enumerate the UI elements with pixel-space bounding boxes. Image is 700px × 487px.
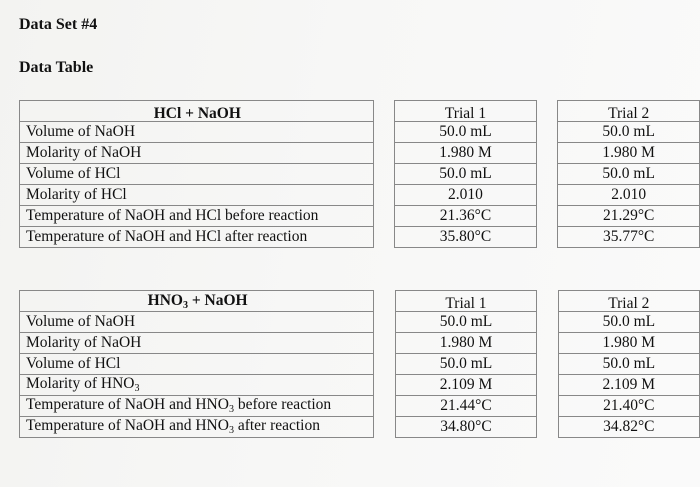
table-row — [20, 312, 700, 333]
column-gap — [537, 375, 559, 396]
trial-2-value: 1.980 M — [558, 333, 699, 354]
trial-2-value: 1.980 M — [558, 143, 700, 164]
column-gap — [537, 354, 559, 375]
row-label: Temperature of NaOH and $HNO_3$ after reaction — [20, 417, 374, 438]
trial-1-value: 1.980 M — [395, 143, 537, 164]
column-gap — [373, 122, 395, 143]
trial-1-value: 2.010 — [395, 185, 537, 206]
trial-1-value: 2.109 M — [395, 375, 536, 396]
column-gap — [374, 333, 396, 354]
table-row — [20, 122, 700, 143]
trial-2-header: Trial 2 — [558, 101, 700, 122]
row-label: Molarity of NaOH — [20, 333, 374, 354]
column-gap — [537, 396, 559, 417]
data-table-title: Data Table — [19, 59, 94, 76]
trial-2-header: Trial 2 — [558, 291, 699, 312]
column-gap — [536, 122, 558, 143]
column-gap — [536, 101, 558, 122]
column-gap — [374, 375, 396, 396]
trial-1-value: 21.36°C — [395, 206, 537, 227]
row-label: Molarity of HCl — [20, 185, 374, 206]
hno3-naoh-table — [19, 290, 700, 438]
trial-1-value: 50.0 mL — [395, 354, 536, 375]
trial-2-value: 50.0 mL — [558, 354, 699, 375]
trial-1-value: 35.80°C — [395, 227, 537, 248]
row-label: Molarity of $HNO_3$ — [20, 375, 374, 396]
column-gap — [537, 333, 559, 354]
column-gap — [536, 164, 558, 185]
column-gap — [373, 164, 395, 185]
column-gap — [536, 227, 558, 248]
column-gap — [374, 417, 396, 438]
row-label: Molarity of NaOH — [20, 143, 374, 164]
trial-2-value: 2.010 — [558, 185, 700, 206]
trial-1-value: 50.0 mL — [395, 164, 537, 185]
trial-2-value: 50.0 mL — [558, 122, 700, 143]
hcl-naoh-table — [19, 100, 700, 248]
row-label: Volume of NaOH — [20, 312, 374, 333]
trial-1-value: 50.0 mL — [395, 312, 536, 333]
trial-1-value: 21.44°C — [395, 396, 536, 417]
trial-2-value: 34.82°C — [558, 417, 699, 438]
column-gap — [374, 396, 396, 417]
dataset-title: Data Set #4 — [19, 16, 98, 33]
trial-2-value: 35.77°C — [558, 227, 700, 248]
trial-1-value: 34.80°C — [395, 417, 536, 438]
table-row — [20, 375, 700, 396]
column-gap — [373, 185, 395, 206]
table-row — [20, 333, 700, 354]
table-row — [20, 227, 700, 248]
column-gap — [373, 206, 395, 227]
table-row — [20, 143, 700, 164]
table-row — [20, 396, 700, 417]
trial-2-value: 50.0 mL — [558, 164, 700, 185]
row-label: Temperature of NaOH and HCl before reaction — [20, 206, 374, 227]
row-label: Volume of NaOH — [20, 122, 374, 143]
column-gap — [374, 291, 396, 312]
row-label: Temperature of NaOH and $HNO_3$ before reaction — [20, 396, 374, 417]
column-gap — [373, 143, 395, 164]
column-gap — [537, 312, 559, 333]
trial-1-value: 50.0 mL — [395, 122, 537, 143]
row-label: Temperature of NaOH and HCl after reaction — [20, 227, 374, 248]
trial-2-value: 21.40°C — [558, 396, 699, 417]
trial-2-value: 50.0 mL — [558, 312, 699, 333]
trial-2-value: 21.29°C — [558, 206, 700, 227]
row-label: Volume of HCl — [20, 164, 374, 185]
row-label: Volume of HCl — [20, 354, 374, 375]
table-header-row — [20, 291, 700, 312]
table-row — [20, 164, 700, 185]
table-header-row — [20, 101, 700, 122]
column-gap — [373, 227, 395, 248]
table-row — [20, 354, 700, 375]
column-gap — [536, 143, 558, 164]
column-gap — [536, 185, 558, 206]
table-row — [20, 417, 700, 438]
trial-1-header: Trial 1 — [395, 291, 536, 312]
trial-1-value: 1.980 M — [395, 333, 536, 354]
table-header-reaction: $HNO_3$ + NaOH — [20, 291, 374, 312]
table-header-reaction: HCl + NaOH — [20, 101, 374, 122]
table-row — [20, 185, 700, 206]
column-gap — [374, 354, 396, 375]
table-row — [20, 206, 700, 227]
column-gap — [537, 291, 559, 312]
column-gap — [537, 417, 559, 438]
trial-1-header: Trial 1 — [395, 101, 537, 122]
column-gap — [536, 206, 558, 227]
column-gap — [373, 101, 395, 122]
trial-2-value: 2.109 M — [558, 375, 699, 396]
column-gap — [374, 312, 396, 333]
